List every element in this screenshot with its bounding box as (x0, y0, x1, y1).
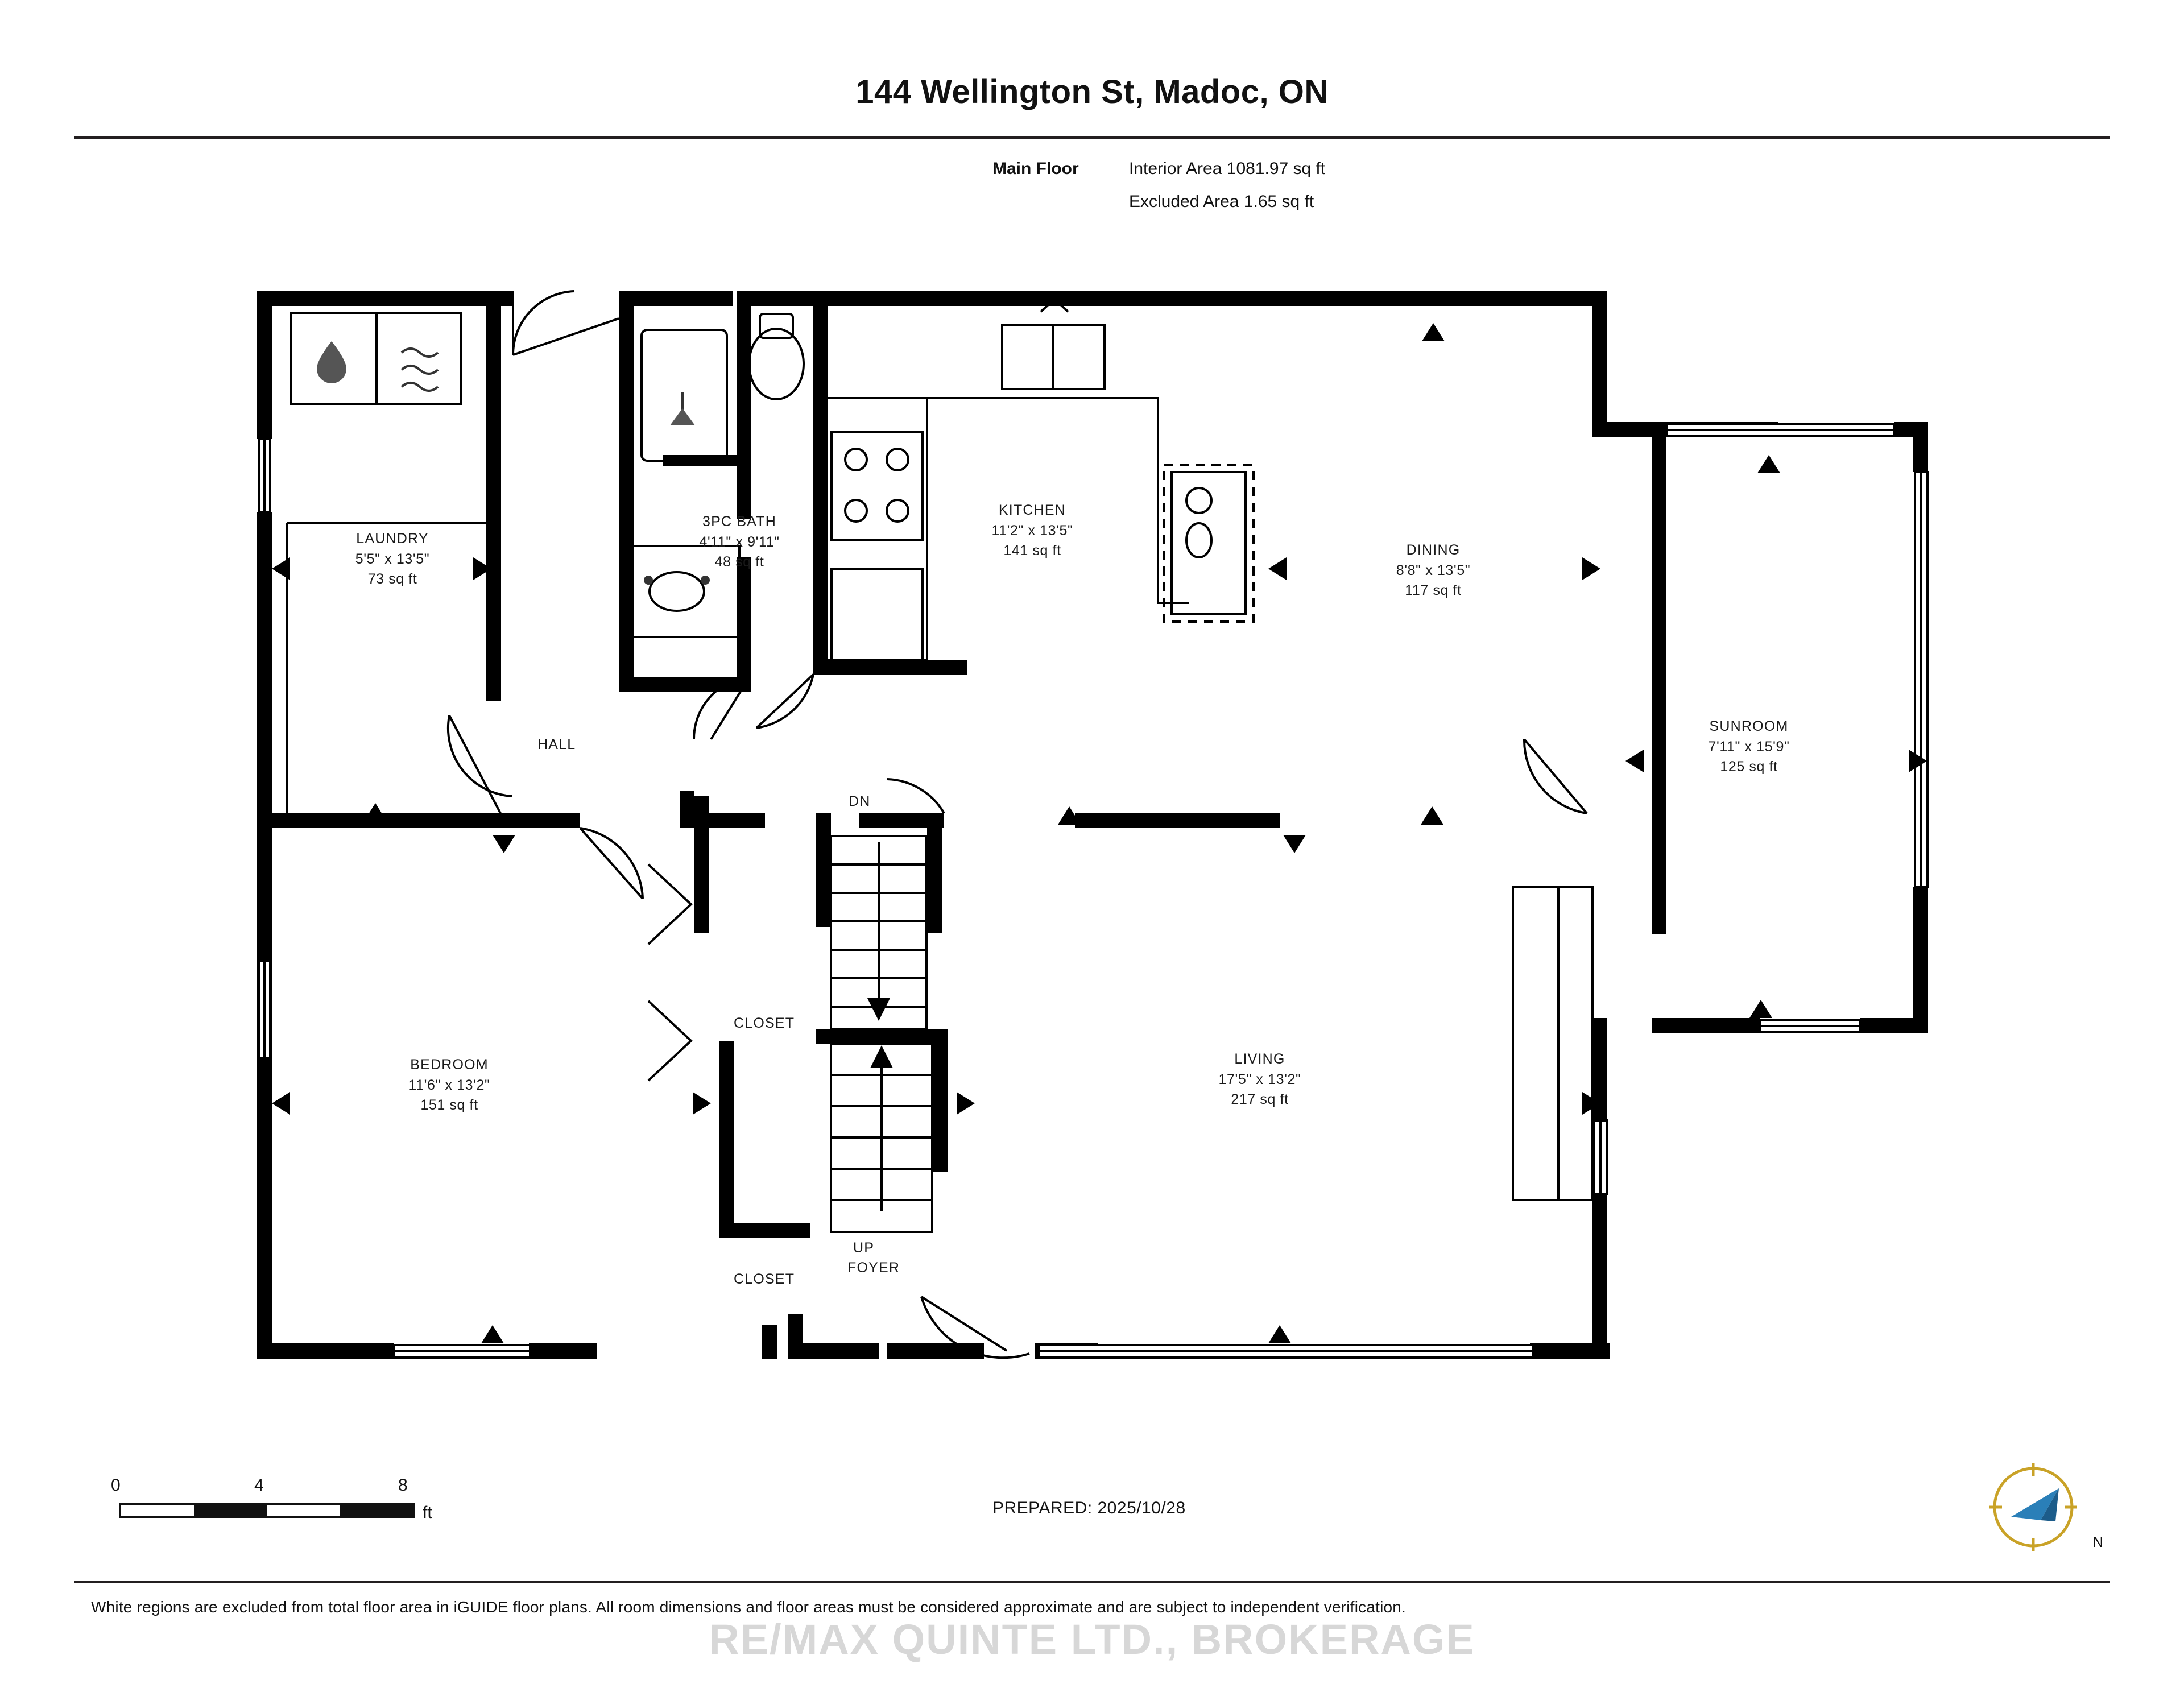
label-closet-upper: CLOSET (734, 1015, 795, 1031)
label-stairs-up: UP (853, 1240, 875, 1256)
scale-bar (111, 1476, 432, 1544)
room-label-living: LIVING 17'5" x 13'2" 217 sq ft (1218, 1051, 1301, 1107)
label-foyer: FOYER (847, 1260, 900, 1276)
label-hall: HALL (537, 737, 576, 752)
room-label-bedroom: BEDROOM 11'6" x 13'2" 151 sq ft (408, 1057, 490, 1113)
interior-area-label: Interior Area 1081.97 sq ft (1129, 159, 1326, 178)
footer-divider (74, 1581, 2110, 1583)
room-label-bath: 3PC BATH 4'11" x 9'11" 48 sq ft (699, 514, 780, 570)
view-arrows (272, 323, 1927, 1343)
room-label-dining: DINING 8'8" x 13'5" 117 sq ft (1396, 542, 1471, 598)
prepared-date: PREPARED: 2025/10/28 (992, 1499, 1186, 1517)
room-label-sunroom: SUNROOM 7'11" x 15'9" 125 sq ft (1708, 718, 1790, 775)
room-label-laundry: LAUNDRY 5'5" x 13'5" 73 sq ft (355, 531, 430, 587)
label-stairs-down: DN (849, 793, 871, 809)
scale-tick-0: 0 (111, 1476, 121, 1495)
room-label-kitchen: KITCHEN 11'2" x 13'5" 141 sq ft (991, 502, 1073, 558)
label-closet-lower: CLOSET (734, 1271, 795, 1287)
brokerage-watermark: RE/MAX QUINTE LTD., BROKERAGE (709, 1616, 1475, 1663)
scale-tick-4: 4 (254, 1476, 264, 1495)
compass-rose (1979, 1453, 2103, 1561)
scale-unit: ft (423, 1503, 432, 1522)
scale-tick-8: 8 (398, 1476, 408, 1495)
excluded-area-label: Excluded Area 1.65 sq ft (1129, 192, 1314, 211)
windows (259, 424, 1927, 1358)
floor-label: Main Floor (992, 159, 1079, 178)
compass-north-label: N (2092, 1533, 2103, 1550)
page-title: 144 Wellington St, Madoc, ON (855, 73, 1329, 110)
disclaimer-text: White regions are excluded from total floor area in iGUIDE floor plans. All room dimensions and floor areas must be considered approximate and are subject to independent verification. (91, 1598, 1407, 1616)
